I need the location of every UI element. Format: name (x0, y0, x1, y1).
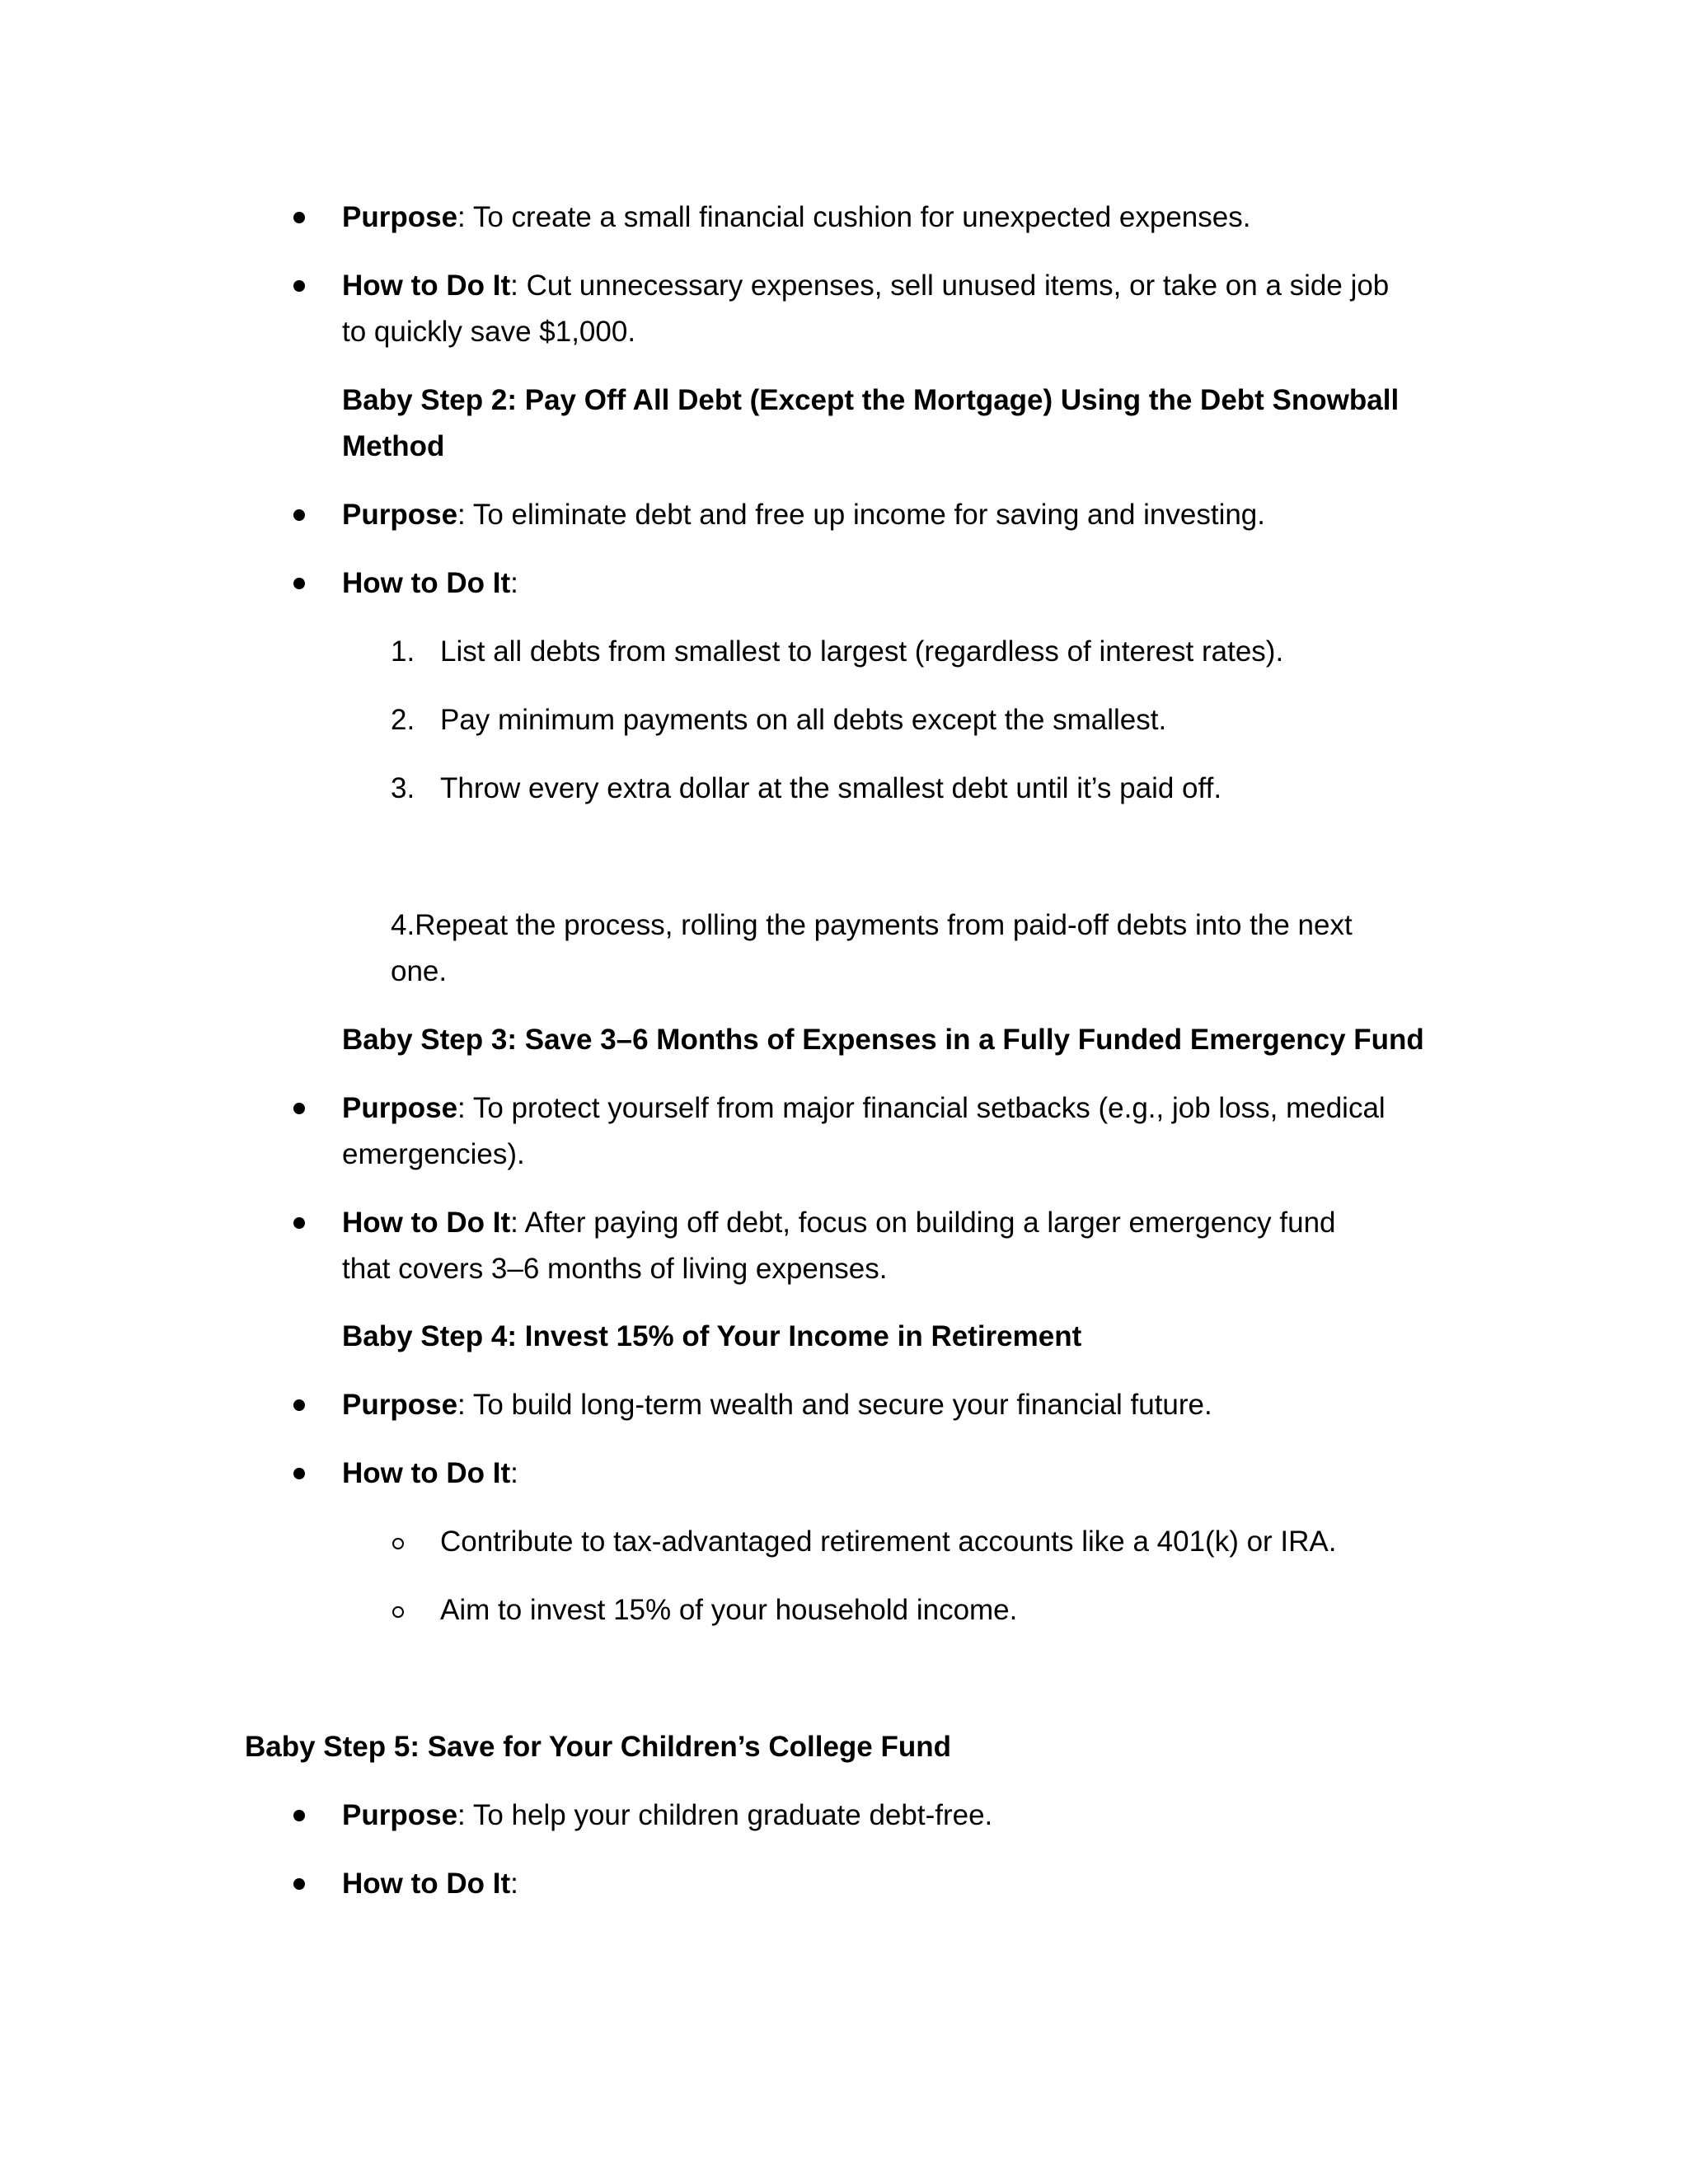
purpose-label: Purpose (342, 1389, 458, 1421)
purpose-label: Purpose (342, 1092, 458, 1124)
step2-heading: Baby Step 2: Pay Off All Debt (Except the Mortgage) Using the Debt Snowball (342, 384, 1400, 416)
how-label: How to Do It (342, 1457, 511, 1489)
list-number: 2. (391, 704, 415, 736)
list-item: List all debts from smallest to largest (regardless of interest rates). (440, 635, 1284, 668)
step2-heading-cont: Method (342, 430, 445, 462)
purpose-text: : To help your children graduate debt-free. (457, 1799, 993, 1831)
how-label: How to Do It (342, 1207, 511, 1239)
bullet-icon (293, 1217, 305, 1229)
purpose-text: : To protect yourself from major financial setbacks (e.g., job loss, medical (457, 1092, 1386, 1124)
step3-heading: Baby Step 3: Save 3–6 Months of Expenses in a Fully Funded Emergency Fund (342, 1024, 1424, 1056)
step5-heading: Baby Step 5: Save for Your Children’s College Fund (245, 1731, 952, 1763)
bullet-icon (293, 1878, 305, 1890)
purpose-text: : To build long-term wealth and secure your financial future. (457, 1389, 1212, 1421)
how-colon: : (510, 1457, 518, 1489)
list-number: 1. (391, 635, 415, 668)
how-text: : Cut unnecessary expenses, sell unused items, or take on a side job (510, 269, 1390, 302)
purpose-text: : To eliminate debt and free up income for saving and investing. (457, 499, 1265, 531)
step5-purpose (342, 1793, 992, 1839)
step1-purpose (342, 194, 1250, 241)
bullet-icon (293, 1468, 305, 1479)
step1-how (342, 263, 1389, 309)
bullet-icon (293, 1103, 305, 1114)
step4-how (342, 1451, 518, 1497)
purpose-label: Purpose (342, 201, 458, 233)
list-item: Contribute to tax-advantaged retirement accounts like a 401(k) or IRA. (440, 1526, 1337, 1558)
step2-purpose (342, 492, 1265, 538)
bullet-icon (293, 1810, 305, 1821)
step3-how-cont: that covers 3–6 months of living expenses. (342, 1253, 888, 1285)
how-colon: : (510, 567, 518, 599)
bullet-icon (293, 1399, 305, 1411)
purpose-label: Purpose (342, 1799, 458, 1831)
purpose-label: Purpose (342, 499, 458, 531)
list-item: Aim to invest 15% of your household income. (440, 1594, 1018, 1626)
list-item-4-cont: one. (391, 955, 448, 987)
step4-heading: Baby Step 4: Invest 15% of Your Income in Retirement (342, 1320, 1082, 1352)
list-item: Throw every extra dollar at the smallest debt until it’s paid off. (440, 772, 1222, 804)
bullet-icon (293, 280, 305, 292)
step2-how (342, 560, 518, 607)
bullet-icon (293, 509, 305, 521)
bullet-icon (293, 578, 305, 589)
list-item-4: 4.Repeat the process, rolling the payments from paid-off debts into the next (391, 909, 1353, 941)
step3-how (342, 1200, 1336, 1246)
how-label: How to Do It (342, 269, 511, 302)
hollow-bullet-icon (392, 1606, 404, 1618)
purpose-text: : To create a small financial cushion for unexpected expenses. (457, 201, 1251, 233)
how-colon: : (510, 1868, 518, 1900)
how-label: How to Do It (342, 567, 511, 599)
how-text: : After paying off debt, focus on building a larger emergency fund (510, 1207, 1336, 1239)
step3-purpose (342, 1085, 1386, 1132)
step3-purpose-cont: emergencies). (342, 1138, 525, 1170)
step5-how (342, 1861, 518, 1907)
list-item: Pay minimum payments on all debts except the smallest. (440, 704, 1167, 736)
step1-how-cont: to quickly save $1,000. (342, 316, 636, 348)
bullet-icon (293, 212, 305, 223)
hollow-bullet-icon (392, 1538, 404, 1549)
how-label: How to Do It (342, 1868, 511, 1900)
list-number: 3. (391, 772, 415, 804)
step4-purpose (342, 1382, 1212, 1428)
